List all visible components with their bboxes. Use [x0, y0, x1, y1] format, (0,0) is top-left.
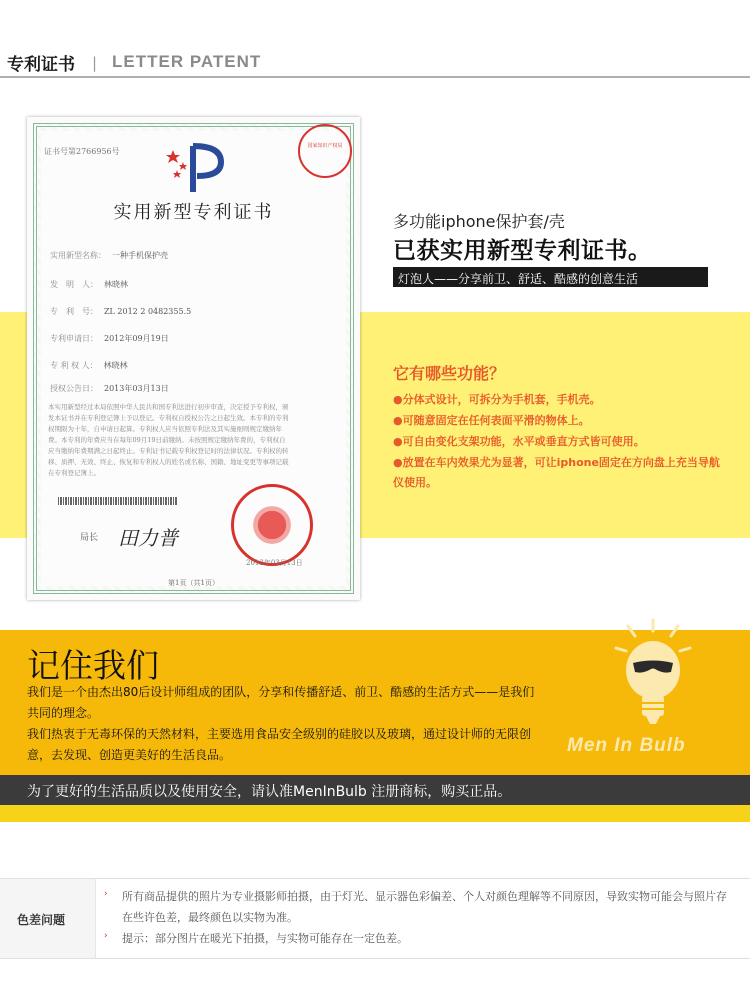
color-diff-separator — [95, 879, 96, 958]
tagline: 灯泡人——分享前卫、舒适、酷感的创意生活 — [398, 272, 639, 286]
signature: 田力普 — [118, 526, 178, 550]
color-diff-tip: 提示：部分图片在暖光下拍摄，与实物可能存在一定色差。 — [122, 932, 408, 945]
feature-item: ●分体式设计，可拆分为手机套，手机壳。 — [393, 393, 601, 406]
feature-item: ●放置在车内效果尤为显著，可让iphone固定在方向盘上充当导航仪使用。 — [393, 456, 720, 489]
notice-underline — [0, 805, 750, 822]
patent-office-logo-icon — [163, 140, 239, 196]
arrow-right-icon: › — [104, 889, 108, 899]
header-divider — [0, 76, 750, 78]
color-diff-bottom-border — [0, 958, 750, 959]
color-diff-note: 所有商品提供的照片为专业摄影师拍摄，由于灯光、显示器色彩偏差、个人对颜色理解等不同原因，导致实物可能会与照片存在些许色差，最终颜色以实物为准。 — [122, 890, 727, 924]
authenticity-notice: 为了更好的生活品质以及使用安全，请认准MenInBulb 注册商标，购买正品。 — [27, 784, 512, 800]
cert-row-grant-date: 授权公告日： 2013年03月13日 — [50, 384, 169, 393]
cert-row-apply-date: 专利申请日： 2012年09月19日 — [50, 334, 169, 343]
arrow-right-icon: › — [104, 931, 108, 941]
cert-row-patent-no: 专 利 号： ZL 2012 2 0482355.5 — [50, 307, 192, 316]
cert-row-inventor: 发 明 人： 林晓林 — [50, 280, 128, 289]
cert-row-holder: 专 利 权 人： 林晓林 — [50, 361, 128, 370]
lightbulb-man-icon — [608, 618, 698, 728]
seal-date: 2013年03月13日 — [246, 559, 303, 567]
official-seal-icon — [231, 484, 313, 566]
cert-row-name: 实用新型名称： 一种手机保护壳 — [50, 251, 168, 260]
section-title: 专利证书 — [7, 55, 75, 75]
product-headline: 已获实用新型专利证书。 — [393, 238, 652, 264]
certificate-page: 第1页（共1页） — [168, 579, 219, 587]
feature-item: ●可自由变化支架功能，水平或垂直方式皆可使用。 — [393, 435, 645, 448]
product-subtitle: 多功能iphone保护套/壳 — [393, 212, 565, 231]
color-diff-label: 色差问题 — [17, 913, 66, 927]
certificate-paragraph: 本实用新型经过本局依照中华人民共和国专利法进行初步审查，决定授予专利权，颁发本证书并在专利登记簿上予以登记。专利权自授权公告之日起生效。本专利的专利权期限为十年，自申请日起算。专利权人应当依照专利法及其实施细则规定缴纳年费。本专利的年费应当在每年09月19日前缴纳。未按照规定缴纳年费的，专利权自应当缴纳年费期满之日起终止。专利证书记载专利权登记时的法律状况。专利权的转移、质押、无效、终止、恢复和专利权人的姓名或名称、国籍、地址变更等事项记载在专利登记簿上。 — [48, 403, 289, 477]
barcode-icon — [58, 497, 178, 505]
color-diff-top-border — [0, 878, 750, 879]
features-question: 它有哪些功能？ — [393, 364, 506, 383]
about-paragraph-2: 我们热衷于无毒环保的天然材料，主要选用食品安全级别的硅胶以及玻璃，通过设计师的无限创意，去发现、创造更美好的生活良品。 — [27, 727, 532, 762]
about-paragraph-1: 我们是一个由杰出80后设计师组成的团队，分享和传播舒适、前卫、酷感的生活方式——是我们共同的理念。 — [27, 685, 535, 720]
about-title: 记住我们 — [27, 646, 159, 685]
title-separator: | — [92, 54, 98, 72]
brand-logo: Men In Bulb — [567, 735, 686, 756]
feature-item: ●可随意固定在任何表面平滑的物体上。 — [393, 414, 590, 427]
page-header — [0, 0, 750, 80]
small-seal-icon: 国家知识产权局 — [298, 124, 352, 178]
section-title-en: LETTER PATENT — [112, 52, 262, 71]
signature-label: 局长 — [80, 533, 99, 543]
certificate-number: 证书号第2766956号 — [44, 147, 120, 156]
certificate-title: 实用新型专利证书 — [113, 202, 274, 223]
